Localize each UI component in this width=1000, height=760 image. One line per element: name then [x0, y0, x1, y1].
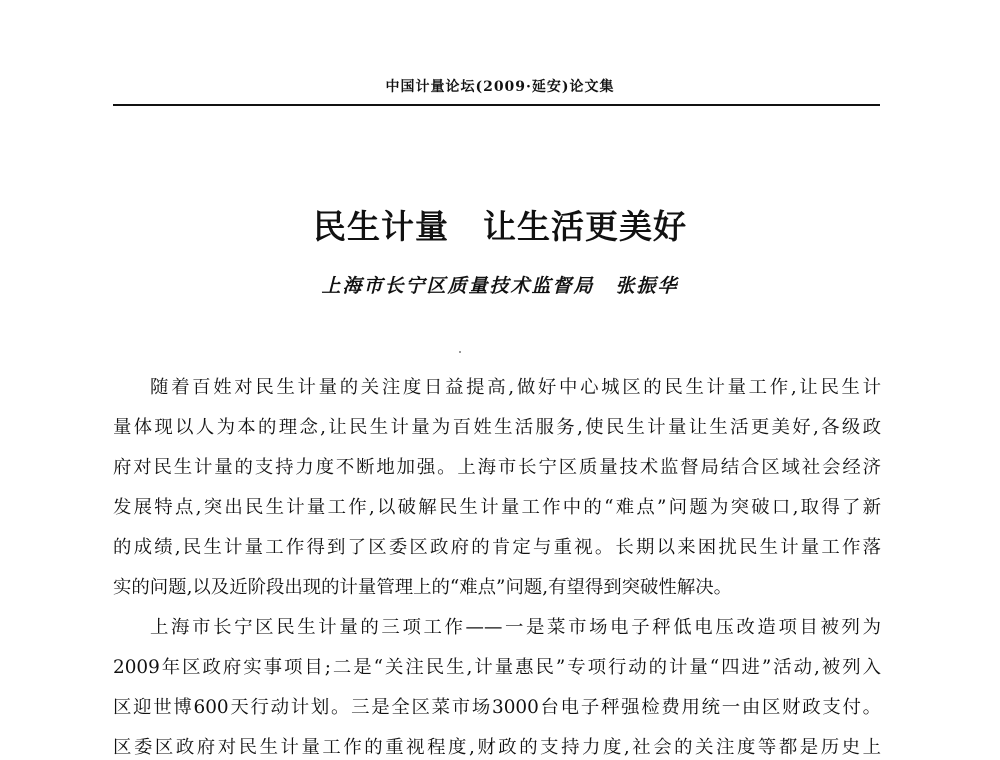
- paragraph-line: 随着百姓对民生计量的关注度日益提高,做好中心城区的民生计量工作,让民生计: [150, 377, 881, 398]
- paragraph-line: 2009年区政府实事项目;二是“关注民生,计量惠民”专项行动的计量“四进”活动,被列入: [113, 657, 881, 678]
- article-title: 民生计量 让生活更美好: [313, 207, 687, 246]
- paragraph-line: 府对民生计量的支持力度不断地加强。上海市长宁区质量技术监督局结合区域社会经济: [113, 457, 881, 478]
- paragraph-line: 发展特点,突出民生计量工作,以破解民生计量工作中的“难点”问题为突破口,取得了新: [113, 497, 881, 518]
- paragraph-line: 的成绩,民生计量工作得到了区委区政府的肯定与重视。长期以来困扰民生计量工作落: [113, 537, 881, 558]
- header-rule: [113, 104, 880, 106]
- paragraph-1: [113, 368, 881, 608]
- article-body: [113, 368, 881, 758]
- paragraph-line: 上海市长宁区民生计量的三项工作——一是菜市场电子秤低电压改造项目被列为: [150, 617, 881, 638]
- paragraph-2: [113, 608, 881, 758]
- paragraph-line: 量体现以人为本的理念,让民生计量为百姓生活服务,使民生计量让生活更美好,各级政: [113, 417, 881, 438]
- paragraph-line: 区委区政府对民生计量工作的重视程度,财政的支持力度,社会的关注度等都是历史上: [113, 737, 881, 758]
- running-header: 中国计量论坛(2009·延安)论文集: [385, 79, 615, 95]
- paragraph-line: 区迎世博600天行动计划。三是全区菜市场3000台电子秤强检费用统一由区财政支付。: [113, 697, 881, 718]
- article-byline: 上海市长宁区质量技术监督局 张振华: [321, 275, 679, 297]
- scan-speck: [459, 351, 461, 353]
- paragraph-line: 实的问题,以及近阶段出现的计量管理上的“难点”问题,有望得到突破性解决。: [113, 577, 732, 598]
